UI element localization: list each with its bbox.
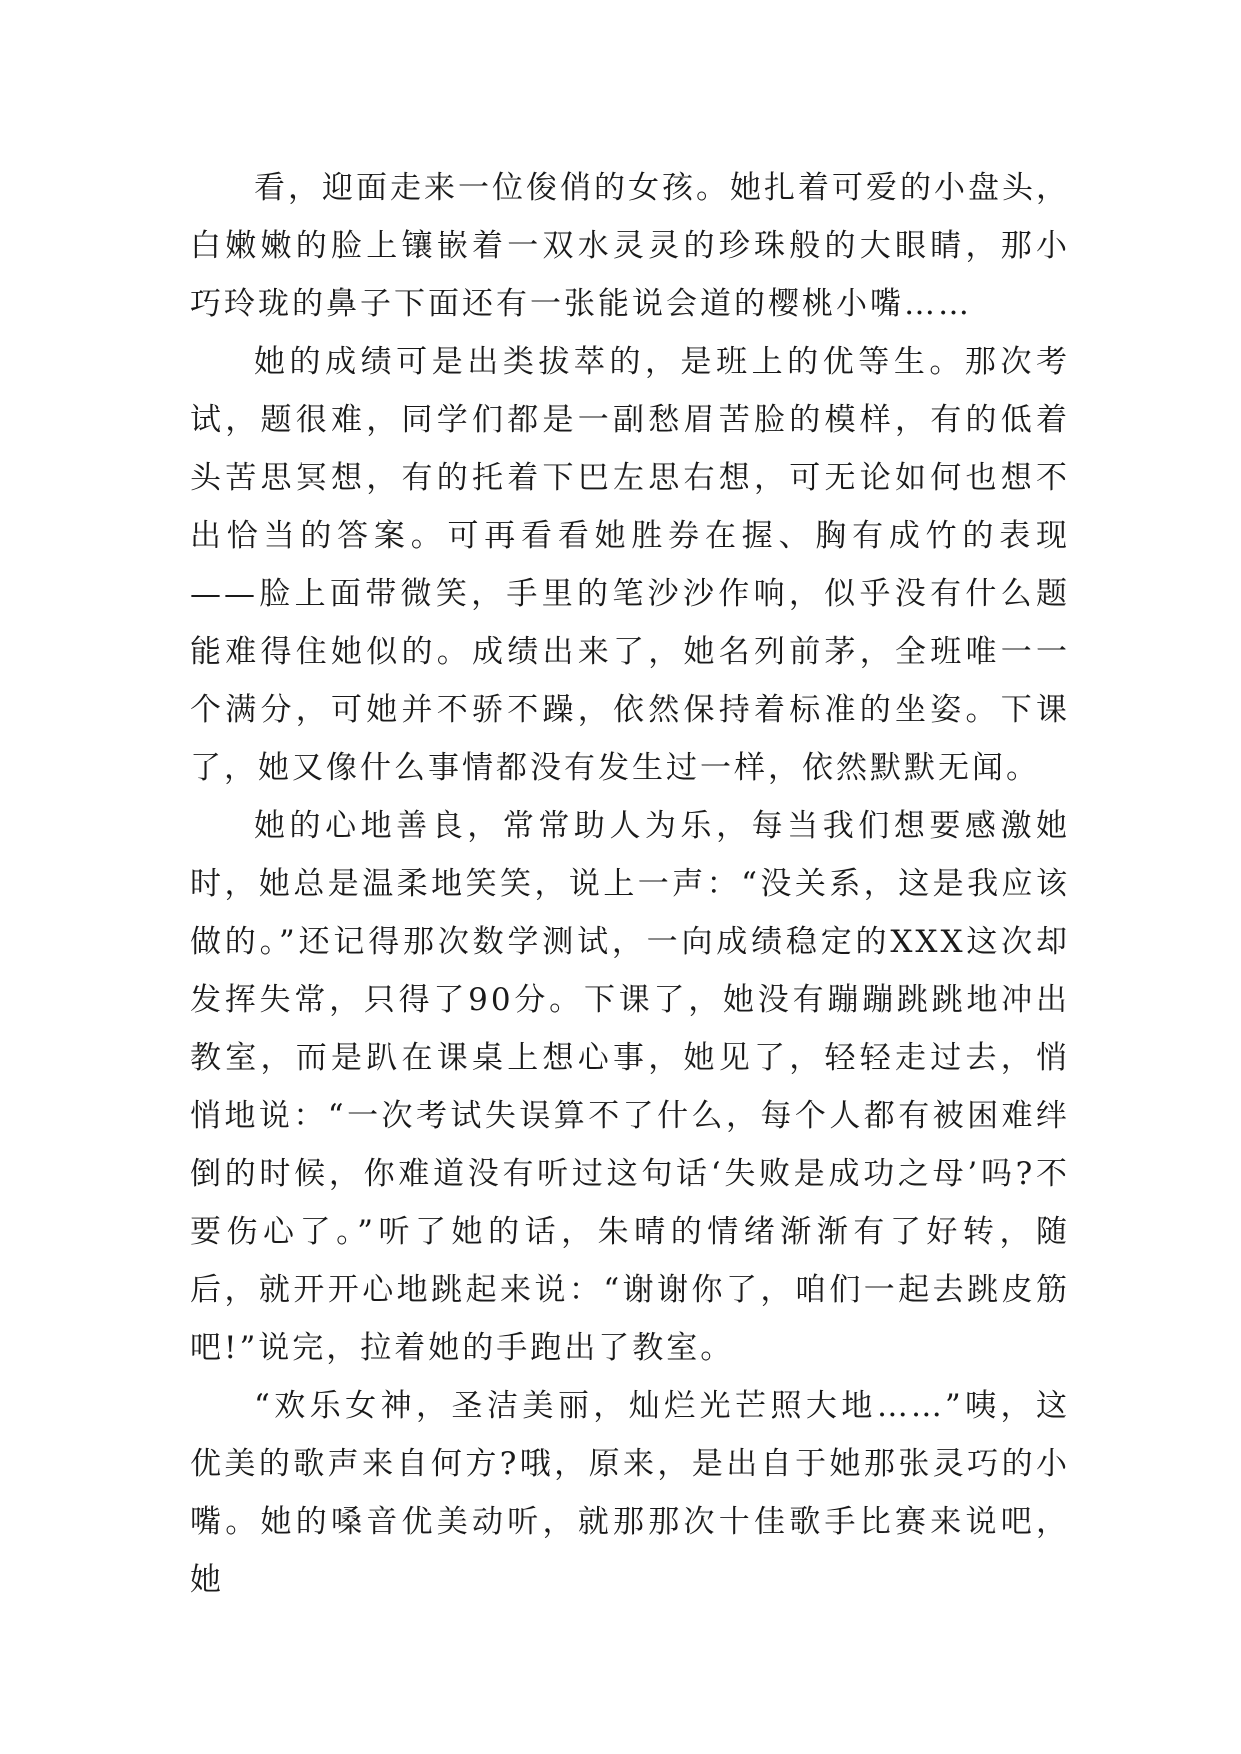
paragraph-appearance: 看，迎面走来一位俊俏的女孩。她扎着可爱的小盘头，白嫩嫩的脸上镶嵌着一双水灵灵的珍珠般的大眼睛，那小巧玲珑的鼻子下面还有一张能说会道的樱桃小嘴……: [190, 170, 1070, 322]
paragraph-grades: 她的成绩可是出类拔萃的，是班上的优等生。那次考试，题很难，同学们都是一副愁眉苦脸的模样，有的低着头苦思冥想，有的托着下巴左思右想，可无论如何也想不出恰当的答案。可再看看她胜券在握、胸有成竹的表现——脸上面带微笑，手里的笔沙沙作响，似乎没有什么题能难得住她似的。成绩出来了，她名列前茅，全班唯一一个满分，可她并不骄不躁，依然保持着标准的坐姿。下课了，她又像什么事情都没有发生过一样，依然默默无闻。: [190, 344, 1070, 786]
paragraph-singing: “欢乐女神，圣洁美丽，灿烂光芒照大地……”咦，这优美的歌声来自何方?哦，原来，是出自于她那张灵巧的小嘴。她的嗓音优美动听，就那那次十佳歌手比赛来说吧，她: [190, 1388, 1070, 1598]
paragraph-kindness: 她的心地善良，常常助人为乐，每当我们想要感激她时，她总是温柔地笑笑，说上一声：“没关系，这是我应该做的。”还记得那次数学测试，一向成绩稳定的XXX这次却发挥失常，只得了90分。下课了，她没有蹦蹦跳跳地冲出教室，而是趴在课桌上想心事，她见了，轻轻走过去，悄悄地说：“一次考试失误算不了什么，每个人都有被困难绊倒的时候，你难道没有听过这句话‘失败是成功之母’吗?不要伤心了。”听了她的话，朱晴的情绪渐渐有了好转，随后，就开开心地跳起来说：“谢谢你了，咱们一起去跳皮筋吧!”说完，拉着她的手跑出了教室。: [190, 808, 1070, 1366]
document-body: [190, 159, 1070, 1609]
